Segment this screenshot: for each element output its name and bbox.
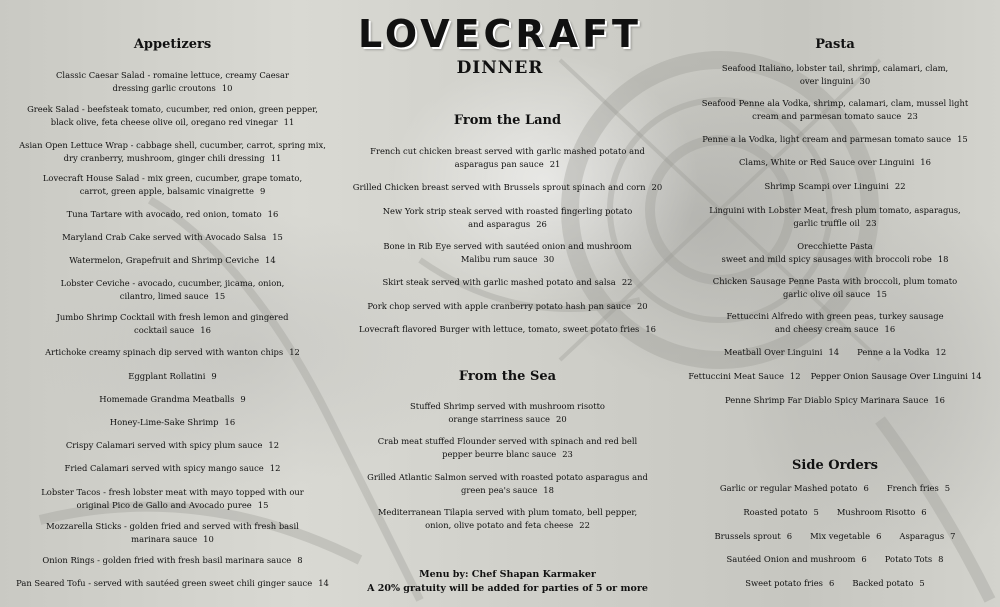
menu-item: Fried Calamari served with spicy mango sauce 12 [64,463,281,473]
item-price: 16 [645,324,656,334]
menu-item: Mozzarella Sticks - golden fried and served with fresh basil marinara sauce 10 [46,521,299,544]
menu-item: Lobster Tacos - fresh lobster meat with mayo topped with our original Pico de Gallo and Avocado puree 15 [41,487,304,510]
menu-item: Seafood Italiano, lobster tail, shrimp, calamari, clam, over linguini 30 [721,63,949,86]
item-price: 14 [265,255,276,265]
menu-item: Homemade Grandma Meatballs 9 [99,394,246,404]
menu-item: Bone in Rib Eye served with sautéed onion and mushroom Malibu rum sauce 30 [383,241,632,264]
menu-item: Classic Caesar Salad - romaine lettuce, creamy Caesar dressing garlic croutons 10 [56,70,289,93]
menu-item: Crab meat stuffed Flounder served with spinach and red bell pepper beurre blanc sauce 23 [377,436,638,459]
menu-item: Artichoke creamy spinach dip served with wanton chips 12 [45,347,300,357]
item-price: 8 [297,555,303,565]
item-price: 21 [549,158,561,169]
item-price: 18 [937,253,949,264]
item-price: 23 [562,448,573,459]
item-price: 10 [221,82,233,93]
pasta-section [670,0,1000,607]
menu-item: Watermelon, Grapefruit and Shrimp Ceviche 14 [69,255,276,265]
menu-subtitle: DINNER [456,58,544,78]
item-price: 16 [200,324,211,335]
item-price: 11 [270,152,282,163]
item-price: 30 [859,75,871,86]
menu-item: Penne a la Vodka, light cream and parmesan tomato sauce 15 [702,134,968,144]
item-price: 22 [579,519,590,530]
item-price: 23 [865,217,877,228]
menu-item: Grilled Chicken breast served with Brussels sprout spinach and corn 20 [352,182,663,192]
item-price: 16 [224,417,236,427]
menu-item: Clams, White or Red Sauce over Linguini 16 [739,157,931,167]
item-price: 12 [289,347,300,357]
menu-item: Onion Rings - golden fried with fresh basil marinara sauce 8 [42,555,303,565]
menu-item: Greek Salad - beefsteak tomato, cucumber, red onion, green pepper, black olive, feta cheese olive oil, oregano red vinegar 11 [27,104,318,127]
menu-item: Asian Open Lettuce Wrap - cabbage shell, cucumber, carrot, spring mix, dry cranberry, mushroom, ginger chili dressing 11 [19,140,326,163]
item-price: 15 [272,232,283,242]
menu-item: Lovecraft flavored Burger with lettuce, tomato, sweet potato fries 16 [359,324,656,334]
side-row: Garlic or regular Mashed potato 6 French fries 5 [719,483,951,493]
item-price: 22 [894,181,906,191]
menu-item: Tuna Tartare with avocado, red onion, tomato 16 [66,209,279,219]
menu-item: Linguini with Lobster Meat, fresh plum tomato, asparagus, garlic truffle oil 23 [709,205,961,228]
item-price: 15 [257,499,269,510]
menu-item: Jumbo Shrimp Cocktail with fresh lemon and gingered cocktail sauce 16 [56,312,289,335]
item-price: 26 [536,218,547,229]
menu-item: Skirt steak served with garlic mashed potato and salsa 22 [382,277,633,287]
item-price: 12 [268,440,280,450]
menu-item: Maryland Crab Cake served with Avocado Salsa 15 [62,232,283,242]
menu-item: Lovecraft House Salad - mix green, cucumber, grape tomato, carrot, green apple, balsamic vinaigrette 9 [42,173,303,196]
land-heading: From the Land [453,113,562,128]
item-price: 23 [907,110,918,121]
menu-item-pair: Meatball Over Linguini 14 Penne a la Vodka 12 [723,347,947,357]
menu-item: Stuffed Shrimp served with mushroom risotto orange starriness sauce 20 [410,401,605,424]
menu-item: Eggplant Rollatini 9 [128,371,217,381]
item-price: 9 [259,185,266,196]
item-price: 16 [884,323,896,334]
item-price: 11 [283,116,295,127]
item-price: 9 [240,394,246,404]
menu-item: Grilled Atlantic Salmon served with roasted potato asparagus and green pea's sauce 18 [367,472,648,495]
appetizers-heading: Appetizers [133,37,212,52]
menu-item: Penne Shrimp Far Diablo Spicy Marinara Sauce 16 [724,395,946,405]
chef-credit: Menu by: Chef Shapan Karmaker [419,569,596,580]
side-row: Sautéed Onion and mushroom 6 Potato Tots 8 [726,554,944,564]
item-price: 15 [957,134,968,144]
menu-item: Mediterranean Tilapia served with plum tomato, bell pepper, onion, olive potato and feta cheese 22 [377,507,638,530]
menu-item: Chicken Sausage Penne Pasta with broccoli, plum tomato garlic olive oil sauce 15 [712,276,958,299]
menu-footer [345,568,670,596]
side-row: Roasted potato 5 Mushroom Risotto 6 [743,507,927,517]
side-row: Brussels sprout 6 Mix vegetable 6 Asparagus 7 [714,531,956,541]
item-price: 22 [621,277,633,287]
item-price: 20 [651,182,663,192]
menu-item: Honey-Lime-Sake Shrimp 16 [109,417,236,427]
menu-item: Seafood Penne ala Vodka, shrimp, calamari, clam, mussel light cream and parmesan tomato sauce 23 [701,98,969,121]
sides-heading: Side Orders [792,458,878,473]
item-price: 16 [934,395,946,405]
item-price: 18 [543,484,554,495]
item-price: 15 [876,288,887,299]
item-price: 15 [214,290,226,301]
item-price: 20 [636,301,648,311]
sea-heading: From the Sea [458,369,557,384]
menu-item: Pork chop served with apple cranberry potato hash pan sauce 20 [367,301,648,311]
item-price: 20 [556,413,567,424]
menu-item: Pan Seared Tofu - served with sautéed green sweet chili ginger sauce 14 [16,578,329,588]
side-row: Sweet potato fries 6 Backed potato 5 [745,578,925,588]
menu-item: Shrimp Scampi over Linguini 22 [764,181,906,191]
gratuity-note: A 20% gratuity will be added for parties of 5 or more [367,583,648,594]
item-price: 16 [920,157,931,167]
item-price: 12 [269,463,281,473]
restaurant-title: LOVECRAFT [358,12,642,56]
mains-section [345,0,670,607]
item-price: 9 [211,371,217,381]
menu-item: Crispy Calamari served with spicy plum sauce 12 [65,440,280,450]
menu-item-pair: Fettuccini Meat Sauce 12 Pepper Onion Sausage Over Linguini 14 [688,371,982,381]
item-price: 30 [543,253,555,264]
item-price: 16 [267,209,279,219]
item-price: 10 [203,533,214,544]
menu-item: Fettuccini Alfredo with green peas, turkey sausage and cheesy cream sauce 16 [726,311,944,334]
menu-item: Orecchiette Pasta sweet and mild spicy sausages with broccoli robe 18 [721,241,949,264]
item-price: 14 [318,578,329,588]
menu-item: French cut chicken breast served with garlic mashed potato and asparagus pan sauce 21 [370,146,645,169]
appetizers-section [0,0,345,607]
menu-item: Lobster Ceviche - avocado, cucumber, jicama, onion, cilantro, limed sauce 15 [60,278,285,301]
menu-item: New York strip steak served with roasted fingerling potato and asparagus 26 [382,206,633,229]
pasta-heading: Pasta [815,37,855,52]
